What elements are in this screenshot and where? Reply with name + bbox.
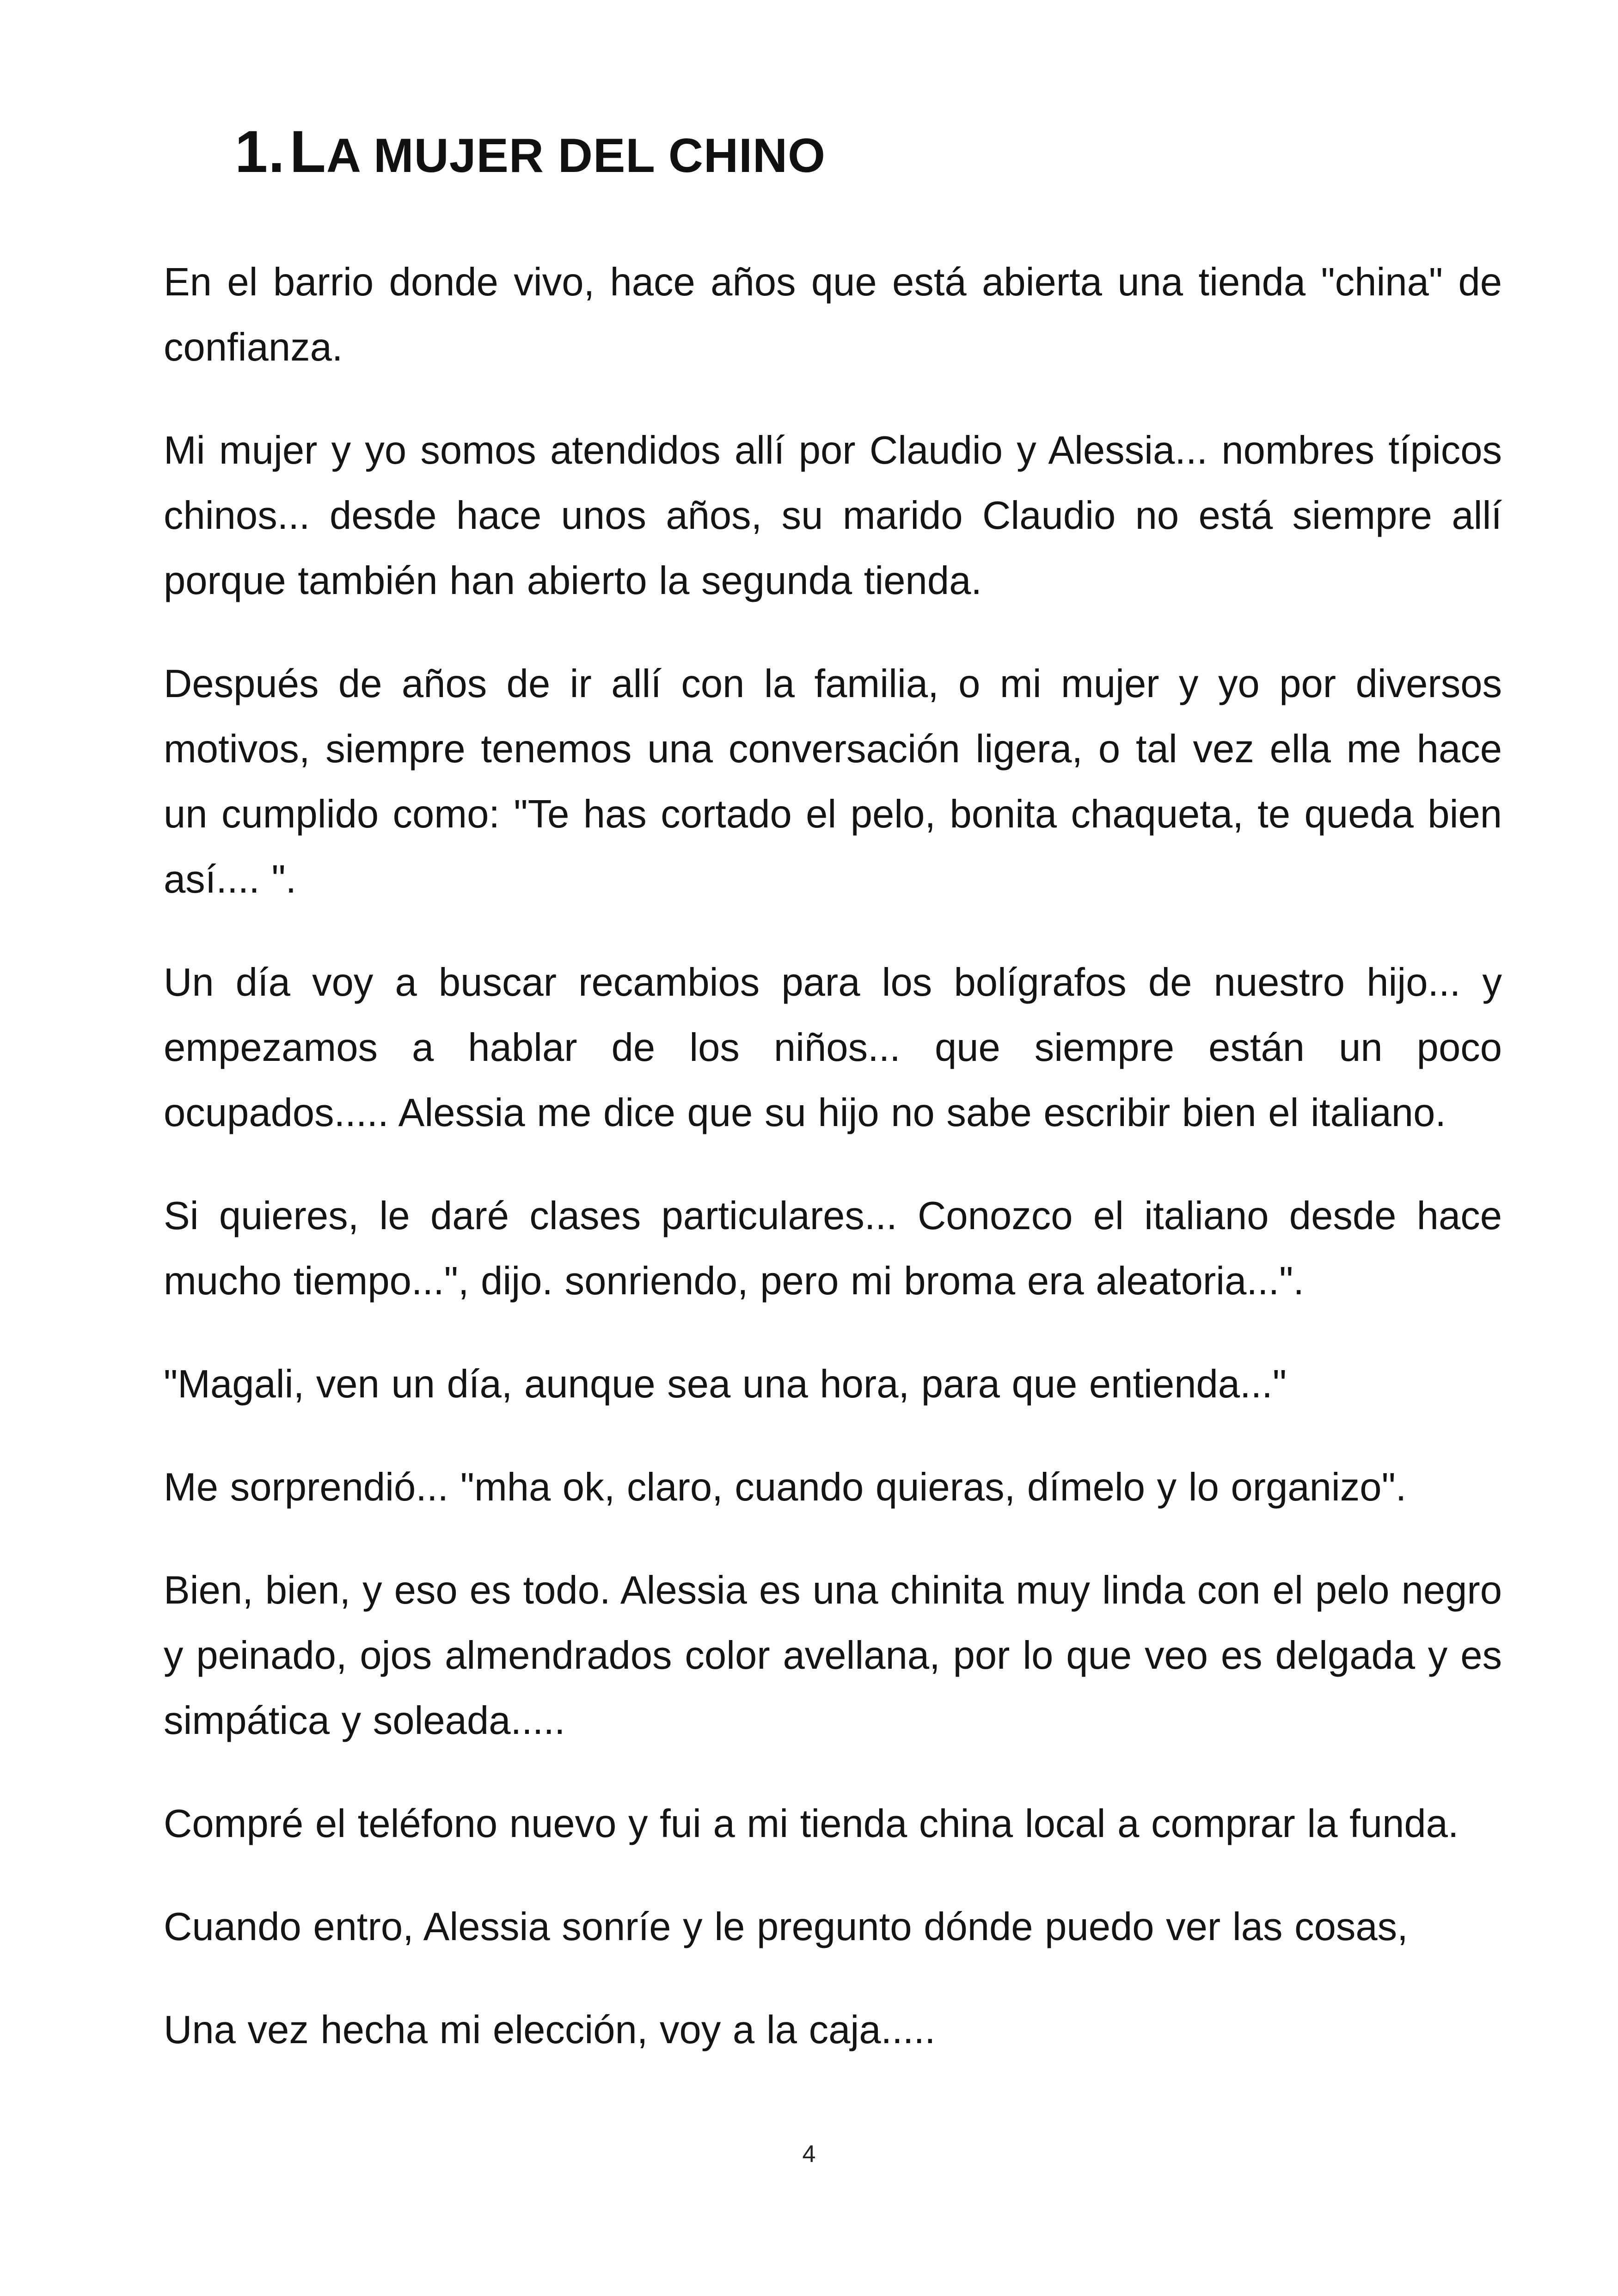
paragraph-7: Me sorprendió... "mha ok, claro, cuando quieras, dímelo y lo organizo". <box>164 1465 1407 1509</box>
paragraph-5: Si quieres, le daré clases particulares... Conozco el italiano desde hace mucho tiempo...", dijo. sonriendo, pero mi broma era aleatoria...". <box>164 1194 1502 1303</box>
page-number: 4 <box>802 2141 816 2167</box>
paragraph-1: En el barrio donde vivo, hace años que está abierta una tienda "china" de confianza. <box>164 260 1502 369</box>
paragraph-4: Un día voy a buscar recambios para los bolígrafos de nuestro hijo... y empezamos a hablar de los niños... que siempre están un poco ocupados..... Alessia me dice que su hijo no sabe escribir bien el italiano. <box>164 961 1502 1135</box>
body-text <box>164 250 1502 2100</box>
paragraph-11: Una vez hecha mi elección, voy a la caja..... <box>164 2008 936 2052</box>
chapter-heading <box>235 118 826 186</box>
paragraph-9: Compré el teléfono nuevo y fui a mi tienda china local a comprar la funda. <box>164 1802 1459 1846</box>
chapter-title-rest: A MUJER DEL CHINO <box>326 129 826 183</box>
paragraph-2: Mi mujer y yo somos atendidos allí por Claudio y Alessia... nombres típicos chinos... desde hace unos años, su marido Claudio no está siempre allí porque también han abierto la segunda tienda. <box>164 429 1502 603</box>
paragraph-3: Después de años de ir allí con la familia, o mi mujer y yo por diversos motivos, siempre tenemos una conversación ligera, o tal vez ella me hace un cumplido como: "Te has cortado el pelo, bonita chaqueta, te queda bien así.... ". <box>164 662 1502 901</box>
paragraph-10: Cuando entro, Alessia sonríe y le pregunto dónde puedo ver las cosas, <box>164 1905 1408 1949</box>
paragraph-8: Bien, bien, y eso es todo. Alessia es una chinita muy linda con el pelo negro y peinado, ojos almendrados color avellana, por lo que veo es delgada y es simpática y soleada..... <box>164 1568 1502 1743</box>
chapter-number: 1. <box>235 119 285 185</box>
chapter-title-initial: L <box>289 119 326 185</box>
paragraph-6: "Magali, ven un día, aunque sea una hora, para que entienda..." <box>164 1362 1287 1406</box>
